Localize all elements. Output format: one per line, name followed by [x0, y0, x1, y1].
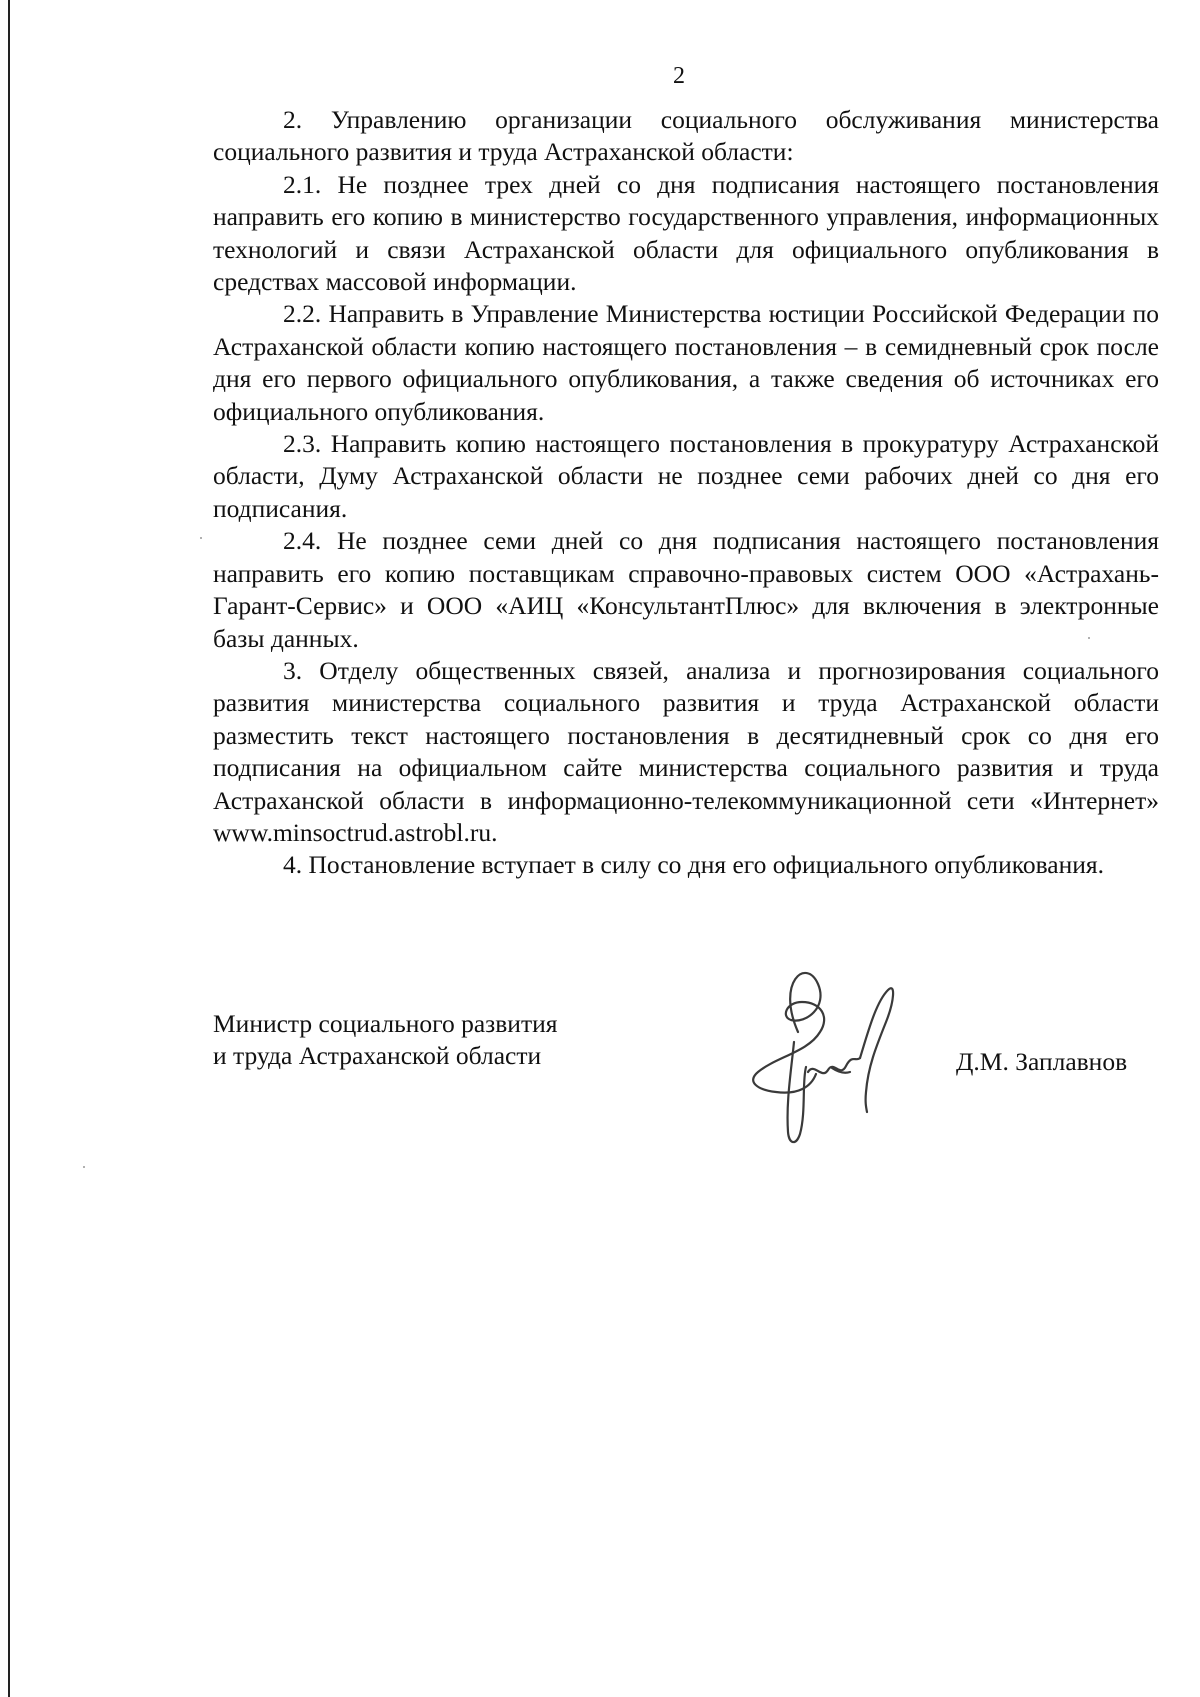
paragraph-4: 4. Постановление вступает в силу со дня его официального опубликования.: [283, 850, 1104, 880]
signer-title: [213, 1008, 633, 1073]
paragraph-2: 2. Управлению организации социального обслуживания министерства социального развития и труда Астраханской области:: [213, 105, 1159, 167]
signer-title-line-2: и труда Астраханской области: [213, 1041, 542, 1071]
signer-title-line-1: Министр социального развития: [213, 1009, 558, 1038]
signature-block: [213, 1008, 1159, 1148]
handwritten-signature: [736, 962, 916, 1152]
paragraph-2-2: 2.2. Направить в Управление Министерства юстиции Российской Федерации по Астраханской области копию настоящего постановления – в семидневный срок после дня его первого официального опубликования, а также сведения об источниках его официального опубликования.: [213, 299, 1159, 426]
scan-speck: [1088, 637, 1090, 639]
paragraph-3: 3. Отделу общественных связей, анализа и прогнозирования социального развития министерства социального развития и труда Астраханской области разместить текст настоящего постановления в десятидневный срок со дня его подписания на официальном сайте министерства социального развития и труда Астраханской области в информационно-телекоммуникационной сети «Интернет» www.minsoctrud.astrobl.ru.: [213, 655, 1159, 847]
document-body: [213, 104, 1159, 882]
paragraph-2-3: 2.3. Направить копию настоящего постановления в прокуратуру Астраханской области, Думу Астраханской области не позднее семи рабочих дней со дня его подписания.: [213, 429, 1159, 523]
page-edge: [8, 0, 10, 1697]
signer-name: Д.М. Заплавнов: [956, 1047, 1128, 1076]
scan-speck: [83, 1166, 85, 1168]
paragraph-2-1: 2.1. Не позднее трех дней со дня подписания настоящего постановления направить его копию в министерство государственного управления, информационных технологий и связи Астраханской области для официального опубликования в средствах массовой информации.: [213, 169, 1159, 297]
scan-speck: [200, 537, 202, 539]
paragraph-2-4: 2.4. Не позднее семи дней со дня подписания настоящего постановления направить его копию поставщикам справочно-правовых систем ООО «Астрахань-Гарант-Сервис» и ООО «АИЦ «КонсультантПлюс» для включения в электронные базы данных.: [213, 526, 1159, 653]
page-number: 2: [673, 63, 685, 89]
